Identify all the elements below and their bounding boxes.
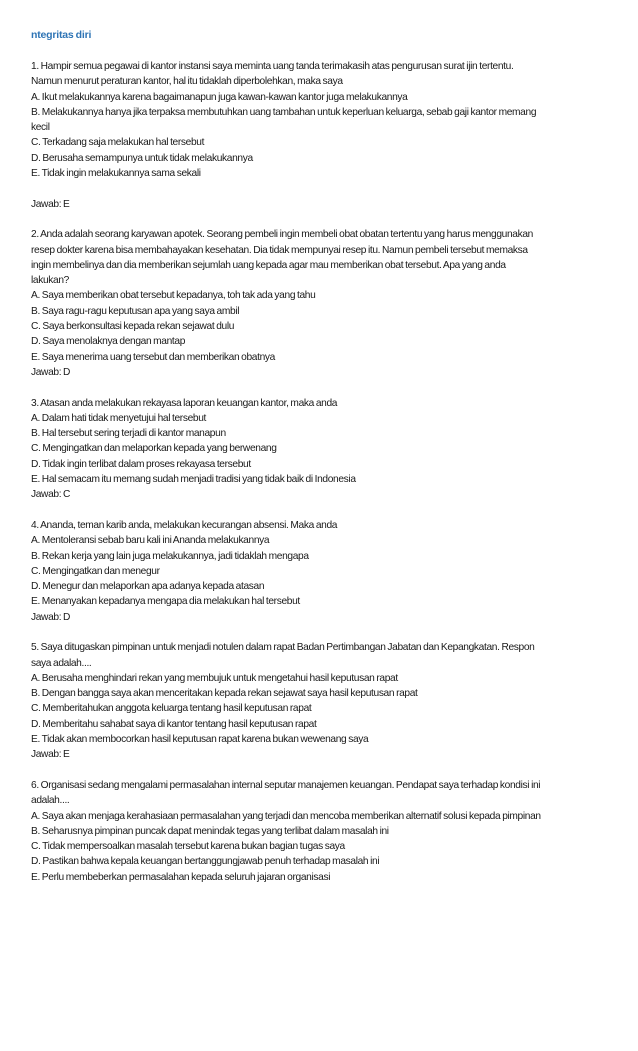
answer-option: A. Dalam hati tidak menyetujui hal tersebut	[31, 412, 207, 424]
answer-option: D. Berusaha semampunya untuk tidak melakukannya	[31, 152, 253, 164]
document-page	[31, 28, 611, 900]
answer-option: A. Berusaha menghindari rekan yang membujuk untuk mengetahui hasil keputusan rapat	[31, 672, 398, 684]
answer-option: C. Mengingatkan dan melaporkan kepada yang berwenang	[31, 443, 277, 455]
answer-option: C. Terkadang saja melakukan hal tersebut	[31, 137, 205, 149]
answer-option: A. Mentoleransi sebab baru kali ini Ananda melakukannya	[31, 535, 270, 547]
answer-option: A. Saya akan menjaga kerahasiaan permasalahan yang terjadi dan mencoba memberikan alternatif solusi kepada pimpinan	[31, 810, 541, 822]
question-block	[31, 396, 611, 503]
answer-option: D. Pastikan bahwa kepala keuangan bertanggungjawab penuh terhadap masalah ini	[31, 856, 380, 868]
question-text: 2. Anda adalah seorang karyawan apotek. Seorang pembeli ingin membeli obat obatan tertentu yang harus menggunakan	[31, 229, 533, 241]
question-list	[31, 59, 611, 885]
question-text: 1. Hampir semua pegawai di kantor instansi saya meminta uang tanda terimakasih atas pengurusan surat ijin tertentu.	[31, 61, 514, 72]
question-text: ingin membelinya dan dia memberikan sejumlah uang kepada agar mau memberikan obat tersebut. Apa yang anda	[31, 259, 506, 271]
question-text: 3. Atasan anda melakukan rekayasa laporan keuangan kantor, maka anda	[31, 397, 338, 409]
answer-option: B. Melakukannya hanya jika terpaksa membutuhkan uang tambahan untuk keperluan keluarga, sebab gaji kantor memang	[31, 106, 537, 118]
question-block	[31, 518, 611, 625]
answer-option: B. Seharusnya pimpinan puncak dapat menindak tegas yang terlibat dalam masalah ini	[31, 825, 389, 837]
answer-option: kecil	[31, 122, 50, 134]
answer-option: E. Tidak akan membocorkan hasil keputusan rapat karena bukan wewenang saya	[31, 734, 369, 746]
answer-option: D. Tidak ingin terlibat dalam proses rekayasa tersebut	[31, 458, 251, 470]
question-block	[31, 640, 611, 762]
question-block	[31, 227, 611, 380]
answer-option: C. Saya berkonsultasi kepada rekan sejawat dulu	[31, 321, 235, 333]
question-text: resep dokter karena bisa membahayakan kesehatan. Dia tidak mempunyai resep itu. Namun pembeli tersebut memaksa	[31, 244, 528, 256]
answer-option: D. Menegur dan melaporkan apa adanya kepada atasan	[31, 581, 265, 593]
answer-key: Jawab: E	[31, 198, 70, 210]
question-block	[31, 778, 611, 885]
answer-option: E. Tidak ingin melakukannya sama sekali	[31, 168, 201, 180]
answer-option: D. Saya menolaknya dengan mantap	[31, 336, 186, 348]
question-text: 5. Saya ditugaskan pimpinan untuk menjadi notulen dalam rapat Badan Pertimbangan Jabatan dan Kepangkatan. Respon	[31, 642, 535, 654]
answer-option: E. Menanyakan kepadanya mengapa dia melakukan hal tersebut	[31, 596, 300, 608]
question-text: 4. Ananda, teman karib anda, melakukan kecurangan absensi. Maka anda	[31, 519, 338, 531]
answer-option: C. Memberitahukan anggota keluarga tentang hasil keputusan rapat	[31, 703, 312, 715]
answer-option: A. Ikut melakukannya karena bagaimanapun juga kawan-kawan kantor juga melakukannya	[31, 91, 408, 103]
answer-option: C. Mengingatkan dan menegur	[31, 565, 160, 577]
question-text: lakukan?	[31, 275, 69, 287]
question-text: 6. Organisasi sedang mengalami permasalahan internal seputar manajemen keuangan. Pendapat saya terhadap kondisi ini	[31, 779, 541, 791]
spacer	[31, 181, 611, 196]
answer-option: E. Perlu membeberkan permasalahan kepada seluruh jajaran organisasi	[31, 871, 331, 883]
answer-option: B. Saya ragu-ragu keputusan apa yang saya ambil	[31, 305, 240, 317]
answer-key: Jawab: E	[31, 749, 70, 761]
answer-option: B. Rekan kerja yang lain juga melakukannya, jadi tidaklah mengapa	[31, 550, 309, 562]
document-title: ntegritas diri	[31, 29, 92, 41]
answer-option: D. Memberitahu sahabat saya di kantor tentang hasil keputusan rapat	[31, 718, 317, 730]
question-block	[31, 59, 611, 212]
answer-key: Jawab: C	[31, 489, 71, 501]
answer-option: A. Saya memberikan obat tersebut kepadanya, toh tak ada yang tahu	[31, 290, 316, 302]
question-text: saya adalah....	[31, 657, 92, 669]
answer-option: B. Dengan bangga saya akan menceritakan kepada rekan sejawat saya hasil keputusan rapat	[31, 688, 418, 700]
question-text: Namun menurut peraturan kantor, hal itu tidaklah diperbolehkan, maka saya	[31, 76, 343, 88]
answer-key: Jawab: D	[31, 366, 71, 378]
answer-option: C. Tidak mempersoalkan masalah tersebut karena bukan bagian tugas saya	[31, 841, 345, 853]
question-text: adalah....	[31, 795, 70, 807]
answer-option: E. Hal semacam itu memang sudah menjadi tradisi yang tidak baik di Indonesia	[31, 474, 356, 486]
answer-option: E. Saya menerima uang tersebut dan memberikan obatnya	[31, 351, 275, 363]
answer-key: Jawab: D	[31, 611, 71, 623]
answer-option: B. Hal tersebut sering terjadi di kantor manapun	[31, 428, 226, 440]
